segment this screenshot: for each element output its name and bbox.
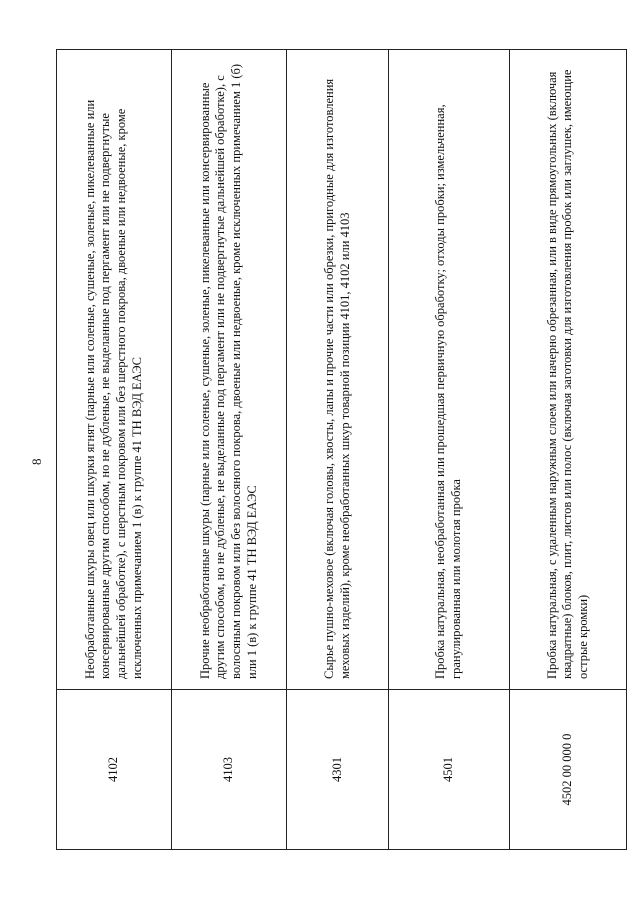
table-row	[389, 50, 510, 850]
description-cell: Сырье пушно-меховое (включая головы, хвосты, лапы и прочие части или обрезки, пригодные для изготовления меховых изделий), кроме необработанных шкур товарной позиции 4101, 4102 или 4103	[287, 50, 389, 690]
hs-code-cell: 4102	[57, 690, 172, 850]
table-row	[287, 50, 389, 850]
hs-code-cell: 4301	[287, 690, 389, 850]
description-cell: Прочие необработанные шкуры (парные или соленые, сушеные, золеные, пикелеванные или консервированные другим способом, но не дубленые, не выделанные под пергамент или не подвергнутые дальнейшей обработке), с волосяным покровом или без волосяного покрова, двоеные или недвоеные, кроме исключенных примечанием 1 (б) или 1 (в) к группе 41 ТН ВЭД ЕАЭС	[172, 50, 287, 690]
hs-code-cell: 4502 00 000 0	[510, 690, 627, 850]
table-row	[172, 50, 287, 850]
commodity-table	[56, 49, 627, 850]
hs-code-cell: 4501	[389, 690, 510, 850]
description-cell: Пробка натуральная, с удаленным наружным слоем или начерно обрезанная, или в виде прямоугольных (включая квадратные) блоков, плит, листов или полос (включая заготовки для изготовления пробок или заглушек, имеющие острые кромки)	[510, 50, 627, 690]
page-number: 8	[29, 458, 44, 465]
description-cell: Необработанные шкуры овец или шкурки ягнят (парные или соленые, сушеные, золеные, пикелеванные или консервированные другим способом, но не дубленые, не выделанные под пергамент или не подвергнутые дальнейшей обработке), с шерстным покровом или без шерстного покрова, двоеные или недвоеные, кроме исключенных примечанием 1 (в) к группе 41 ТН ВЭД ЕАЭС	[57, 50, 172, 690]
hs-code-cell: 4103	[172, 690, 287, 850]
table-row	[510, 50, 627, 850]
description-cell: Пробка натуральная, необработанная или прошедшая первичную обработку; отходы пробки; измельченная, гранулированная или молотая пробка	[389, 50, 510, 690]
table-row	[57, 50, 172, 850]
